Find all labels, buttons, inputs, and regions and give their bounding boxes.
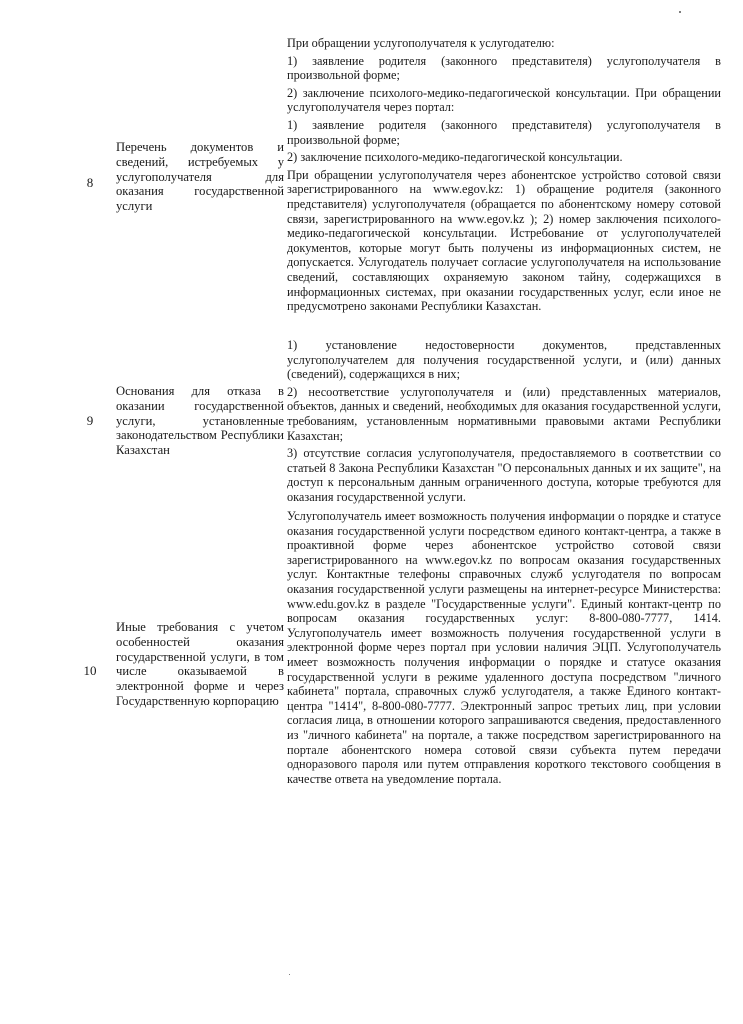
row-description — [287, 36, 721, 317]
scan-speck — [289, 974, 290, 975]
paragraph: 3) отсутствие согласия услугополучателя, предоставляемого в соответствии со статьей 8 Закона Республики Казахстан "О персональных данных и их защите", на доступ к персональным данным ограниченного доступа, которые требуются для оказания государственной услуги. — [287, 446, 721, 504]
paragraph: 2) заключение психолого-медико-педагогической консультации. — [287, 150, 623, 165]
scan-speck — [679, 11, 681, 13]
paragraph: Услугополучатель имеет возможность получения информации о порядке и статусе оказания государственной услуги посредством единого контакт-центра, а также в проактивной форме через абонентское устройство сотовой связи зарегистрированного на www.egov.kz по вопросам оказания государственных услуг. Контактные телефоны справочных служб услугодателя по вопросам оказания государственной услуги размещены на интернет-ресурсе Министерства: www.edu.gov.kz в разделе "Государственные услуги". Единый контакт-центр по вопросам оказания государственных услуг: 8-800-080-7777, 1414. Услугополучатель имеет возможность получения государственной услуги в электронной форме через портал при условии наличия ЭЦП. Услугополучатель имеет возможность получения информации о порядке и статусе оказания государственной услуги в режиме удаленного доступа посредством "личного кабинета" портала, справочных служб услугодателя, а также Единого контакт-центра "1414", 8-800-080-7777. Электронный запрос третьих лиц, при условии согласия лица, в отношении которого запрашиваются сведения, предоставленного из "личного кабинета" на портале, а также посредством зарегистрированного на портале абонентского номера сотовой связи субъекта путем передачи одноразового пароля или путем отправления короткого текстового сообщения в качестве ответа на уведомление портала. — [287, 509, 721, 786]
row-name: Перечень документов и сведений, истребуемых у услугополучателя для оказания государственной услуги — [116, 140, 284, 214]
paragraph: 1) заявление родителя (законного представителя) услугополучателя в произвольной форме; — [287, 117, 721, 147]
row-name: Иные требования с учетом особенностей оказания государственной услуги, в том числе оказываемой в электронной форме и через Государственную корпорацию — [116, 620, 284, 708]
row-description — [287, 338, 721, 508]
paragraph: 2) несоответствие услугополучателя и (или) представленных материалов, объектов, данных и сведений, необходимых для оказания государственной услуги, требованиям, установленным нормативными правовыми актами Республики Казахстан; — [287, 384, 721, 443]
row-description — [287, 509, 721, 789]
row-name: Основания для отказа в оказании государственной услуги, установленные законодательством Республики Казахстан — [116, 384, 284, 458]
paragraph: 2) заключение психолого-медико-педагогической консультации. При обращении услугополучателя через портал: — [287, 85, 721, 115]
paragraph: При обращении услугополучателя к услугодателю: — [287, 36, 555, 50]
paragraph: 1) заявление родителя (законного представителя) услугополучателя в произвольной форме; — [287, 53, 721, 83]
row-number: 9 — [86, 413, 94, 428]
row-number: 8 — [86, 175, 94, 190]
paragraph: 1) установление недостоверности документов, представленных услугополучателем для получения государственной услуги, и (или) данных (сведений), содержащихся в них; — [287, 338, 721, 382]
row-number: 10 — [83, 663, 97, 678]
paragraph: При обращении услугополучателя через абонентское устройство сотовой связи зарегистрированного на www.egov.kz: 1) обращение родителя (законного представителя) услугополучателя (обращается по абонентскому номеру сотовой связи, зарегистрированного на www.egov.kz ); 2) номер заключения психолого-медико-педагогической консультации. Истребование от услугополучателей документов, которые могут быть получены из информационных систем, не допускается. Услугодатель получает согласие услугополучателя на использование сведений, составляющих охраняемую законом тайну, содержащихся в информационных системах, при оказании государственных услуг, если иное не предусмотрено законами Республики Казахстан. — [287, 167, 721, 314]
